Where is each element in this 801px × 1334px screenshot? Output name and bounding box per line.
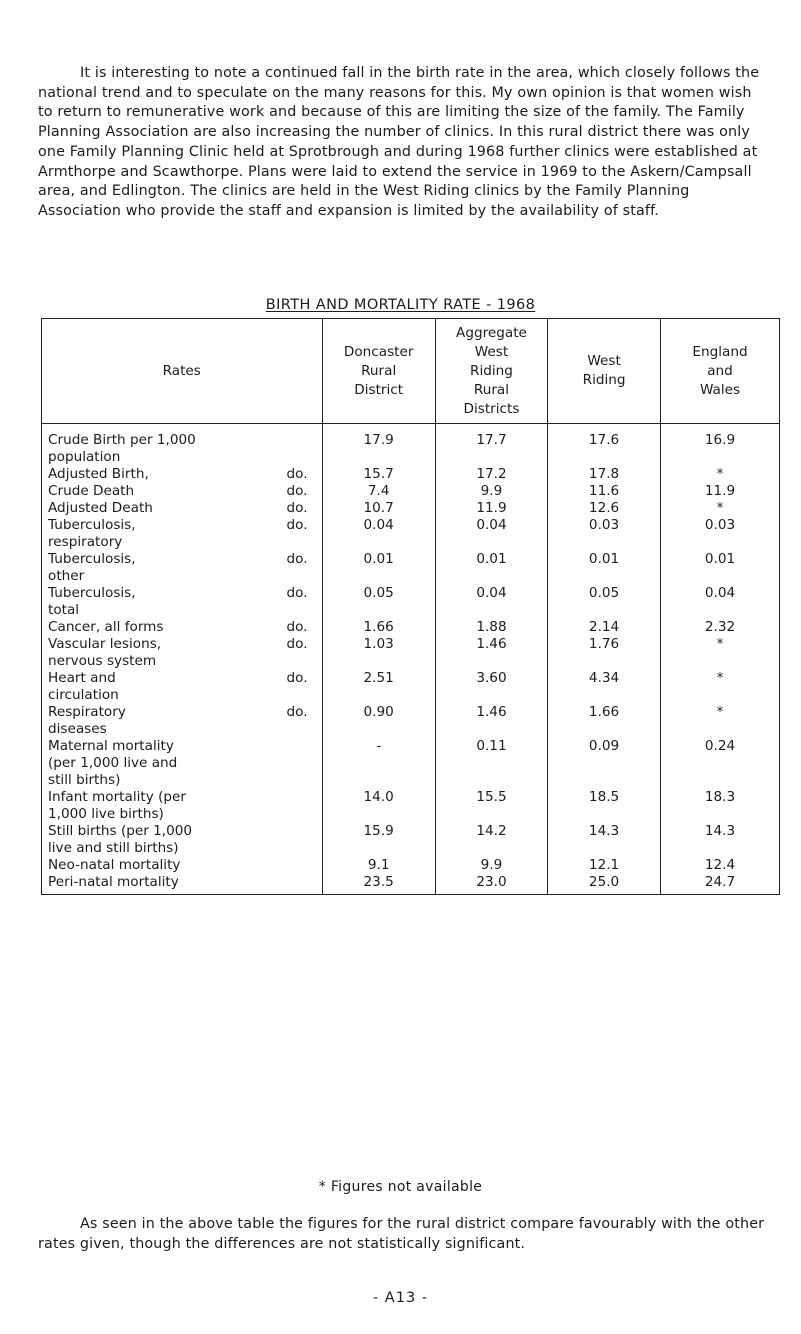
column-header-line: and [707, 362, 733, 379]
row-label: Crude Death [48, 483, 135, 499]
value-cell: 14.3 [548, 823, 661, 857]
value-cell: 0.01 [435, 551, 547, 585]
value-cell: * [661, 670, 780, 704]
page-number: - A13 - [372, 1290, 429, 1306]
row-label-line [48, 551, 322, 568]
row-label-cell [42, 466, 323, 483]
table-row [42, 704, 780, 738]
table-title [0, 297, 801, 313]
column-header-4 [661, 319, 780, 424]
value-cell: 0.04 [661, 585, 780, 619]
value-cell: 2.32 [661, 619, 780, 636]
column-header-line: West [474, 343, 509, 360]
row-label-sub: (per 1,000 live and [48, 755, 178, 771]
value-cell: 17.2 [435, 466, 547, 483]
value-cell: 18.3 [661, 789, 780, 823]
table-row [42, 738, 780, 789]
row-label-sub: still births) [48, 772, 121, 788]
table-row [42, 823, 780, 857]
table-row [42, 585, 780, 619]
column-header-2 [435, 319, 547, 424]
row-label: Still births (per 1,000 [48, 823, 193, 839]
value-cell: 9.1 [322, 857, 435, 874]
row-label-line [48, 857, 322, 874]
row-label: Crude Birth per 1,000 [48, 432, 196, 448]
intro-paragraph: It is interesting to note a continued fall in the birth rate in the area, which closely follows the national trend and to speculate on the many reasons for this. My own opinion is that women wish to return to remunerative work and because of this are limiting the size of the family. The Family Planning Association are also increasing the number of clinics. In this rural district there was only one Family Planning Clinic held at Sprotbrough and during 1968 further clinics were established at Armthorpe and Scawthorpe. Plans were laid to extend the service in 1969 to the Askern/Campsall area, and Edlington. The clinics are held in the West Riding clinics by the Family Planning Association who provide the staff and expansion is limited by the availability of staff. [38, 65, 760, 219]
value-cell: 0.04 [435, 585, 547, 619]
row-label-cell [42, 517, 323, 551]
value-cell: 0.24 [661, 738, 780, 789]
row-ditto: do. [286, 636, 308, 652]
row-label-cell [42, 424, 323, 467]
row-label-line [48, 619, 322, 636]
column-header-line: Aggregate [456, 324, 527, 341]
row-label: Respiratory [48, 704, 126, 720]
table-row [42, 551, 780, 585]
row-label-line [48, 636, 322, 653]
value-cell: 0.01 [548, 551, 661, 585]
value-cell: 11.9 [661, 483, 780, 500]
value-cell: 12.1 [548, 857, 661, 874]
row-label-sub: live and still births) [48, 840, 179, 856]
value-cell: 0.01 [661, 551, 780, 585]
value-cell: 14.2 [435, 823, 547, 857]
column-header-line: Riding [582, 372, 626, 388]
table-row [42, 517, 780, 551]
value-cell: 1.46 [435, 636, 547, 670]
footnote: * Figures not available [318, 1179, 483, 1195]
value-cell: 15.9 [322, 823, 435, 857]
table-row [42, 424, 780, 467]
row-label: Tuberculosis, [48, 585, 136, 601]
row-label-line [48, 704, 322, 721]
row-ditto: do. [286, 704, 308, 720]
row-label-sub: nervous system [48, 653, 157, 669]
row-label-line [48, 789, 322, 806]
row-label: Infant mortality (per [48, 789, 186, 805]
value-cell: 0.11 [435, 738, 547, 789]
row-label: Tuberculosis, [48, 517, 136, 533]
value-cell: 24.7 [661, 874, 780, 895]
row-label-cell [42, 670, 323, 704]
value-cell: 1.46 [435, 704, 547, 738]
value-cell: * [661, 704, 780, 738]
closing-paragraph: As seen in the above table the figures for the rural district compare favourably with the other rates given, though the differences are not statistically significant. [38, 1216, 765, 1252]
row-label-line [48, 432, 322, 449]
row-label-line [48, 738, 322, 755]
column-header-line: West [587, 353, 621, 369]
value-cell: 15.7 [322, 466, 435, 483]
table-row [42, 670, 780, 704]
column-header-line: England [692, 343, 748, 360]
value-cell: 0.04 [435, 517, 547, 551]
row-label-sub: other [48, 568, 85, 584]
row-label-line [48, 585, 322, 602]
row-label-cell [42, 551, 323, 585]
table-body [42, 424, 780, 895]
table-row [42, 789, 780, 823]
column-header-line: Rural [361, 362, 397, 379]
row-label-line [48, 874, 322, 891]
table-title-text: BIRTH AND MORTALITY RATE - 1968 [265, 297, 536, 313]
row-ditto: do. [286, 483, 308, 499]
value-cell: 17.9 [322, 424, 435, 467]
value-cell: 2.51 [322, 670, 435, 704]
column-header-line: Rural [473, 381, 510, 398]
row-label-cell [42, 636, 323, 670]
value-cell: 1.03 [322, 636, 435, 670]
row-label: Adjusted Birth, [48, 466, 149, 482]
table-row [42, 857, 780, 874]
value-cell: 1.66 [548, 704, 661, 738]
table-row [42, 874, 780, 895]
row-ditto: do. [286, 670, 308, 686]
row-label-cell [42, 789, 323, 823]
value-cell: 0.09 [548, 738, 661, 789]
value-cell: 0.03 [661, 517, 780, 551]
row-label-line [48, 483, 322, 500]
table-row [42, 636, 780, 670]
value-cell: 9.9 [435, 857, 547, 874]
row-label: Neo-natal mortality [48, 857, 181, 873]
value-cell: 9.9 [435, 483, 547, 500]
row-label-line [48, 466, 322, 483]
value-cell: 16.9 [661, 424, 780, 467]
table-row [42, 466, 780, 483]
value-cell: 1.76 [548, 636, 661, 670]
value-cell: 1.88 [435, 619, 547, 636]
value-cell: 0.04 [322, 517, 435, 551]
value-cell: 23.0 [435, 874, 547, 895]
row-label-line [48, 670, 322, 687]
value-cell: 15.5 [435, 789, 547, 823]
row-ditto: do. [286, 585, 308, 601]
value-cell: * [661, 466, 780, 483]
value-cell: 12.4 [661, 857, 780, 874]
value-cell: 1.66 [322, 619, 435, 636]
value-cell: 2.14 [548, 619, 661, 636]
row-label-sub: circulation [48, 687, 119, 703]
value-cell: 11.6 [548, 483, 661, 500]
row-label-sub: total [48, 602, 80, 618]
row-label-cell [42, 857, 323, 874]
value-cell: 3.60 [435, 670, 547, 704]
row-label-cell [42, 823, 323, 857]
row-label-sub: respiratory [48, 534, 123, 550]
row-label-cell [42, 500, 323, 517]
row-label-cell [42, 874, 323, 895]
row-label: Tuberculosis, [48, 551, 136, 567]
value-cell: 18.5 [548, 789, 661, 823]
row-label-line [48, 517, 322, 534]
column-header-line: Riding [470, 362, 513, 379]
birth-mortality-table [41, 318, 780, 895]
table-row [42, 483, 780, 500]
value-cell: 25.0 [548, 874, 661, 895]
column-header-line: Rates [162, 362, 201, 379]
row-ditto: do. [286, 551, 308, 567]
value-cell: 17.8 [548, 466, 661, 483]
row-label-cell [42, 483, 323, 500]
value-cell: 10.7 [322, 500, 435, 517]
row-label-line [48, 500, 322, 517]
row-label: Peri-natal mortality [48, 874, 179, 890]
row-label: Vascular lesions, [48, 636, 162, 652]
value-cell: 0.90 [322, 704, 435, 738]
column-header-line: District [354, 381, 404, 398]
value-cell: 12.6 [548, 500, 661, 517]
table-row [42, 619, 780, 636]
value-cell: 17.7 [435, 424, 547, 467]
row-label: Maternal mortality [48, 738, 174, 754]
value-cell: - [322, 738, 435, 789]
column-header-0 [42, 319, 323, 424]
column-header-3 [548, 319, 661, 424]
column-header-line: Doncaster [343, 343, 414, 360]
column-header-line: Districts [463, 400, 520, 417]
row-label-sub: diseases [48, 721, 107, 737]
value-cell: * [661, 500, 780, 517]
row-label-cell [42, 738, 323, 789]
value-cell: 0.01 [322, 551, 435, 585]
table-header-row [42, 319, 780, 424]
row-label-cell [42, 585, 323, 619]
value-cell: 11.9 [435, 500, 547, 517]
column-header-line: Wales [699, 381, 741, 398]
value-cell: * [661, 636, 780, 670]
value-cell: 7.4 [322, 483, 435, 500]
value-cell: 14.3 [661, 823, 780, 857]
row-label-cell [42, 619, 323, 636]
row-label-line [48, 823, 322, 840]
value-cell: 4.34 [548, 670, 661, 704]
column-header-1 [322, 319, 435, 424]
value-cell: 0.05 [548, 585, 661, 619]
row-label-sub: 1,000 live births) [48, 806, 164, 822]
row-ditto: do. [286, 500, 308, 516]
value-cell: 0.05 [322, 585, 435, 619]
table-row [42, 500, 780, 517]
row-label: Cancer, all forms [48, 619, 164, 635]
row-ditto: do. [286, 517, 308, 533]
row-label-sub: population [48, 449, 121, 465]
row-ditto: do. [286, 466, 308, 482]
value-cell: 17.6 [548, 424, 661, 467]
row-label: Adjusted Death [48, 500, 153, 516]
row-ditto: do. [286, 619, 308, 635]
row-label: Heart and [48, 670, 116, 686]
value-cell: 0.03 [548, 517, 661, 551]
value-cell: 23.5 [322, 874, 435, 895]
row-label-cell [42, 704, 323, 738]
value-cell: 14.0 [322, 789, 435, 823]
